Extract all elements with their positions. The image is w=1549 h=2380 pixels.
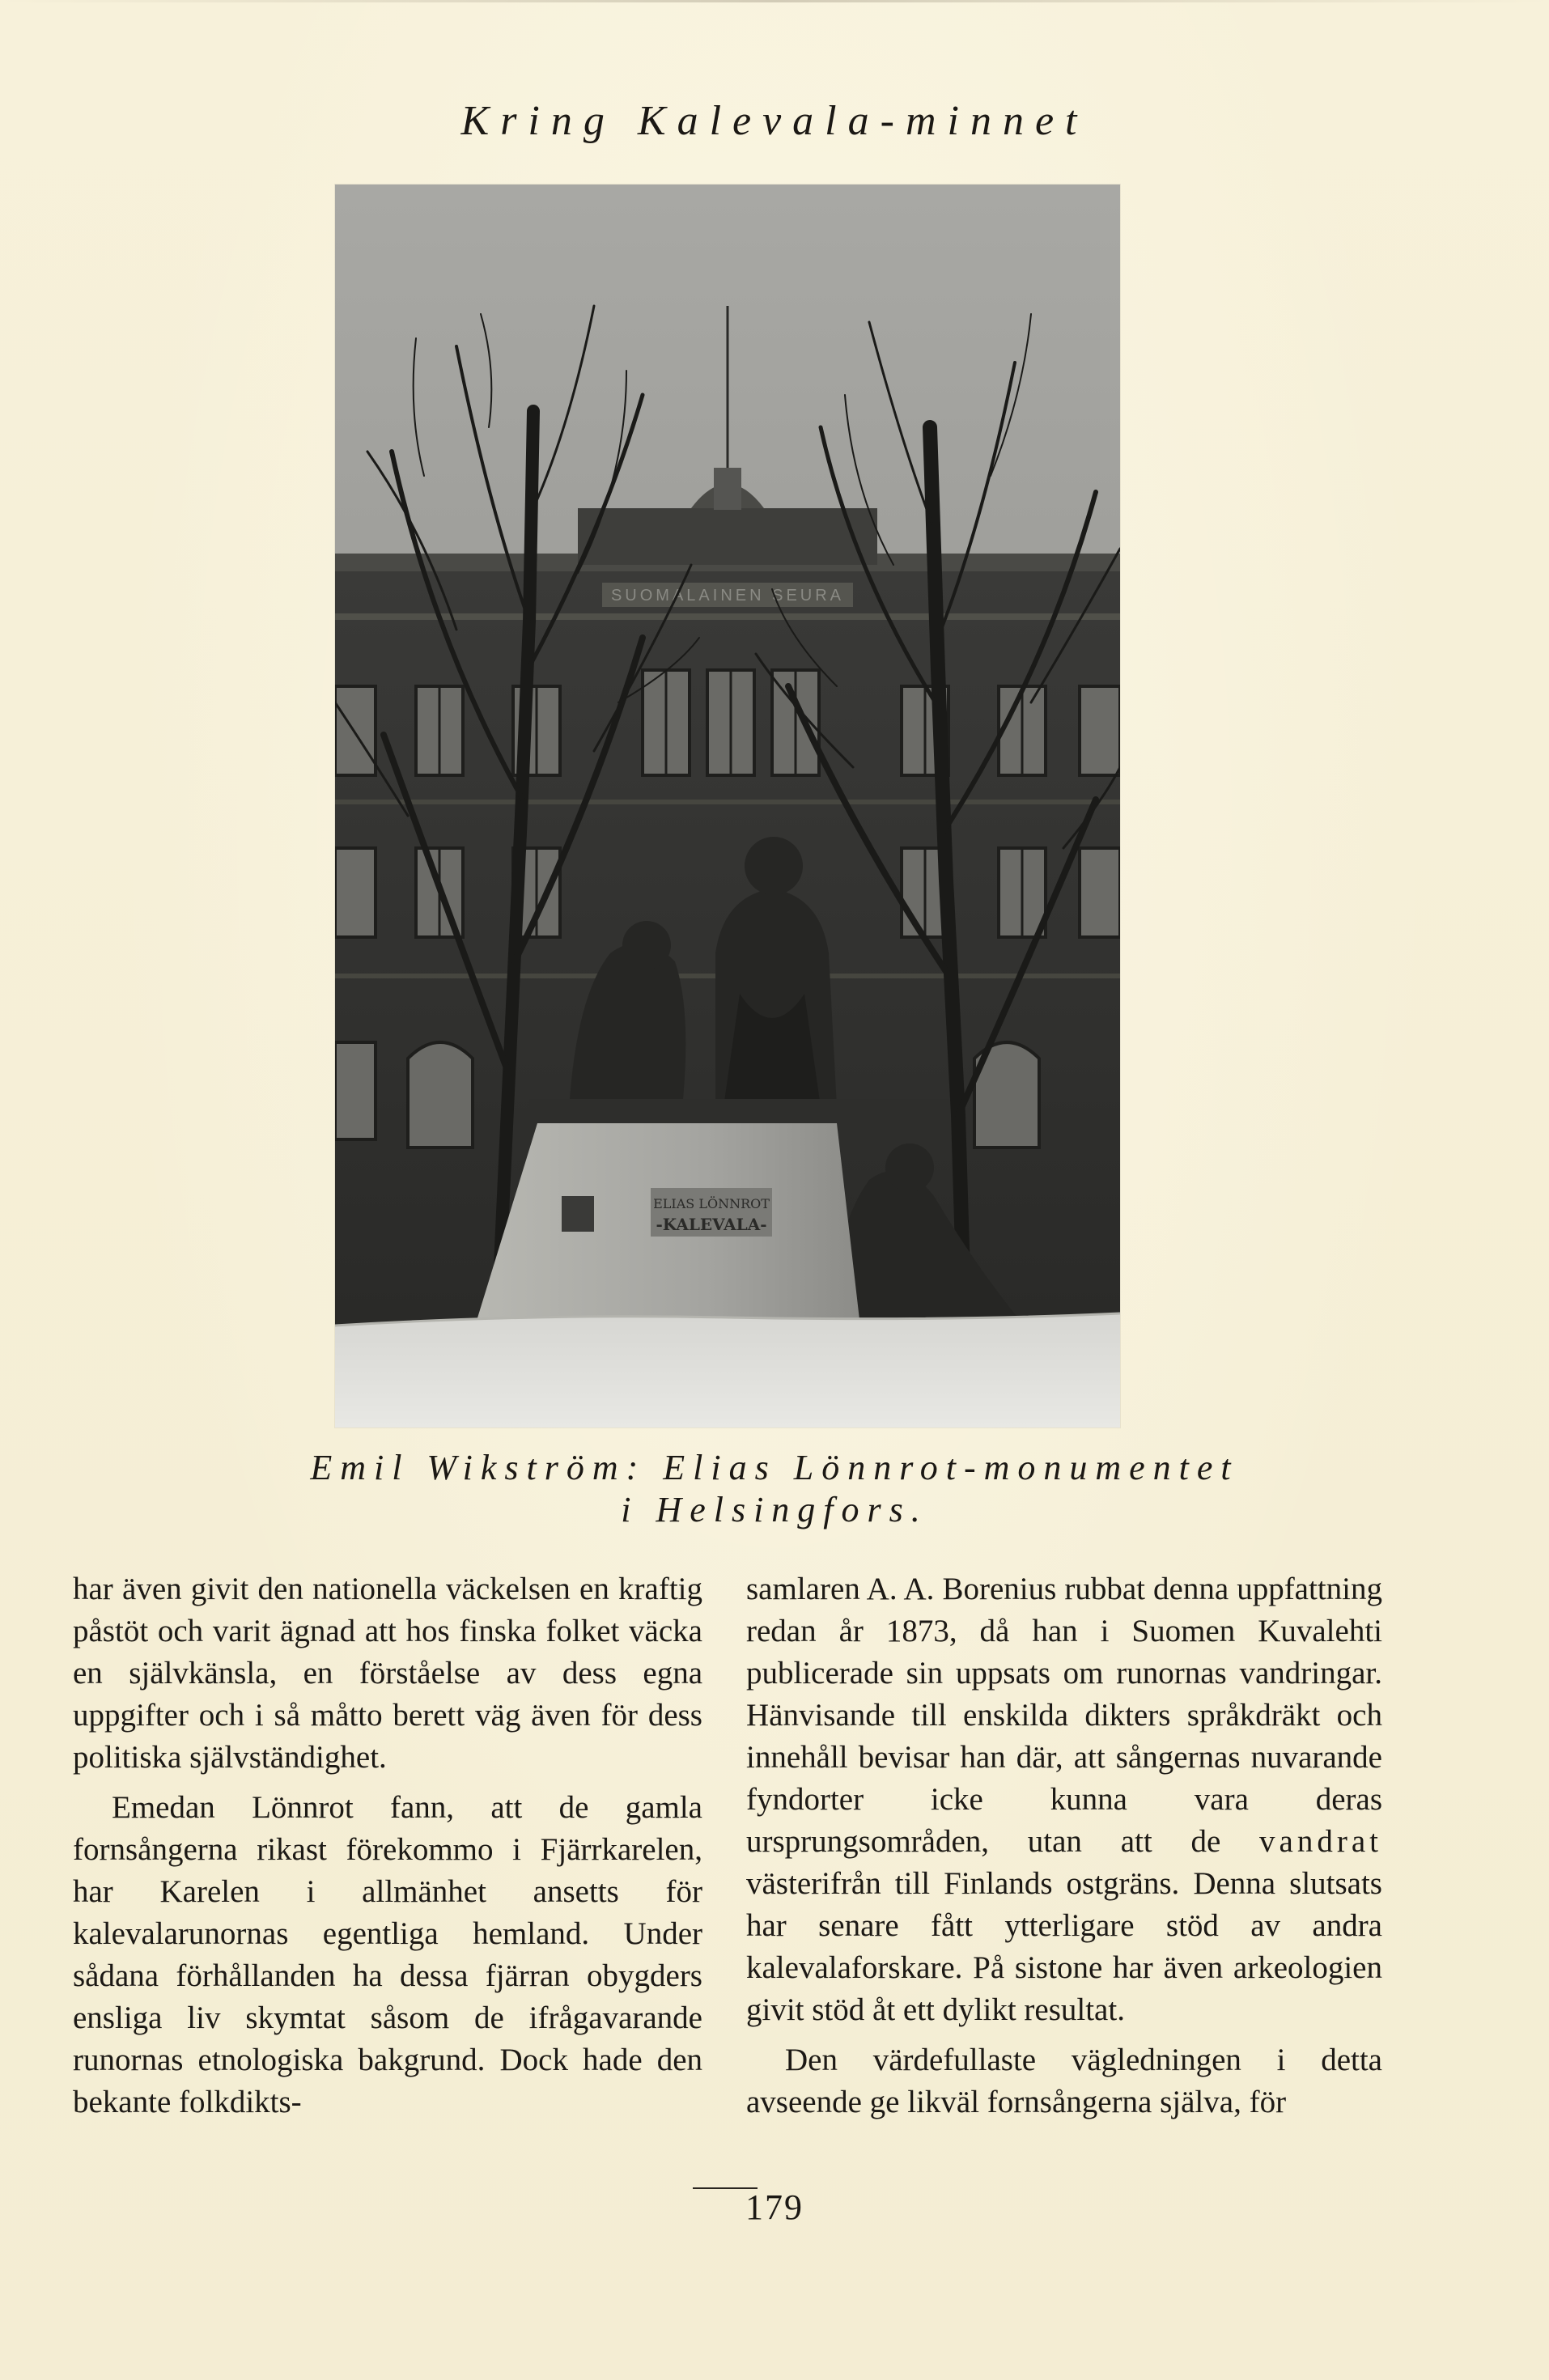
page-edge (0, 0, 1549, 2)
emphasized-word: vandrat (1259, 1824, 1382, 1859)
running-head: Kring Kalevala-minnet (460, 98, 1089, 144)
svg-text:SUOMALAINEN SEURA: SUOMALAINEN SEURA (610, 587, 845, 605)
text-column-right (746, 1568, 1382, 2123)
monument-photograph (335, 185, 1120, 1428)
right-paragraph-1-part-a: samlaren A. A. Borenius rubbat denna uppfattning redan år 1873, då han i Suomen Kuvalehti publicerade sin uppsats om runornas vandringar. Hänvisande till enskilda dikters språkdräkt och innehåll bevisar han där, att sångernas nuvarande fyndorter icke kunna vara deras ursprungsområden, utan att de (746, 1572, 1382, 1859)
left-paragraph-2: Emedan Lönnrot fann, att de gamla fornsångerna rikast förekommo i Fjärrkarelen, har Karelen i allmänhet ansetts för kalevalarunornas egentliga hemland. Under sådana förhållanden ha dessa fjärran obygders ensliga liv skymtat såsom de ifrågavarande runornas etnologiska bakgrund. Dock hade den bekante folkdikts- (73, 1790, 702, 2119)
monument-photo-drawing (335, 185, 1120, 1428)
text-column-left (73, 1568, 702, 2123)
right-paragraph-1 (746, 1568, 1382, 2031)
caption-line-1: Emil Wikström: Elias Lönnrot-monumentet (310, 1448, 1239, 1487)
figure-caption (0, 1447, 1549, 1531)
svg-text:ELIAS LÖNNROT: ELIAS LÖNNROT (653, 1196, 770, 1211)
left-paragraph-1: har även givit den nationella väckelsen en kraftig påstöt och varit ägnad att hos finska folket väcka en självkänsla, en förståelse av dess egna uppgifter och i så måtto berett väg även för dess politiska självständighet. (73, 1572, 702, 1775)
right-paragraph-1-part-b: västerifrån till Finlands ostgräns. Denna slutsats har senare fått ytterligare stöd av andra kalevalaforskare. På sistone har även arkeologien givit stöd åt ett dylikt resultat. (746, 1866, 1382, 2027)
right-paragraph-2: Den värdefullaste vägledningen i detta avseende ge likväl fornsångerna själva, för (746, 2043, 1382, 2119)
page-number: 179 (745, 2187, 804, 2227)
svg-text:-KALEVALA-: -KALEVALA- (656, 1215, 767, 1234)
caption-line-2: i Helsingfors. (621, 1490, 928, 1529)
